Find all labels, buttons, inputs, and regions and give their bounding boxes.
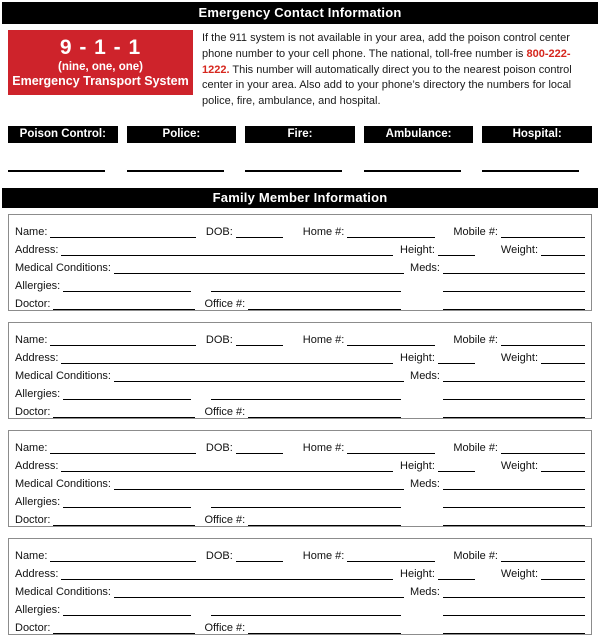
mobile-phone-blank-line bbox=[501, 332, 585, 346]
weight-label: Weight: bbox=[500, 459, 538, 472]
paragraph-text-after: This number will automatically direct you to the nearest poison control center in your area. Also add to your phone’s directory the numbers for local police, fire, ambulance, and hospital. bbox=[202, 63, 572, 108]
member-row-medical bbox=[15, 256, 585, 274]
medical-conditions-blank-line bbox=[114, 476, 404, 490]
office-phone-blank-line bbox=[248, 620, 401, 634]
allergies-label: Allergies: bbox=[15, 495, 61, 508]
contact-blank-line bbox=[8, 170, 105, 172]
meds-continued-blank-line bbox=[443, 494, 585, 508]
poison-control-paragraph bbox=[193, 30, 592, 110]
member-row-address bbox=[15, 454, 585, 472]
contact-column bbox=[482, 126, 592, 172]
medical-conditions-blank-line bbox=[114, 260, 404, 274]
allergies-continued-blank-line bbox=[211, 278, 401, 292]
medical-conditions-label: Medical Conditions: bbox=[15, 261, 111, 274]
address-label: Address: bbox=[15, 243, 59, 256]
address-label: Address: bbox=[15, 351, 59, 364]
office-phone-blank-line bbox=[248, 404, 401, 418]
home-phone-label: Home #: bbox=[302, 225, 345, 238]
paragraph-text-before: If the 911 system is not available in your area, add the poison control center phone number to your cell phone. The national, toll-free number is bbox=[202, 32, 570, 60]
office-phone-label: Office #: bbox=[204, 621, 246, 634]
allergies-continued-blank-line bbox=[211, 494, 401, 508]
height-blank-line bbox=[438, 458, 475, 472]
family-member-block bbox=[8, 214, 592, 311]
address-blank-line bbox=[61, 458, 393, 472]
member-row-medical bbox=[15, 364, 585, 382]
member-row-address bbox=[15, 562, 585, 580]
member-row-name bbox=[15, 436, 585, 454]
medical-conditions-label: Medical Conditions: bbox=[15, 477, 111, 490]
allergies-blank-line bbox=[63, 278, 191, 292]
member-row-allergies bbox=[15, 490, 585, 508]
emergency-transport-label: Emergency Transport System bbox=[12, 74, 189, 88]
medical-conditions-label: Medical Conditions: bbox=[15, 369, 111, 382]
address-blank-line bbox=[61, 350, 393, 364]
weight-blank-line bbox=[541, 566, 585, 580]
home-phone-blank-line bbox=[347, 224, 435, 238]
mobile-phone-blank-line bbox=[501, 440, 585, 454]
member-row-allergies bbox=[15, 598, 585, 616]
family-member-block bbox=[8, 430, 592, 527]
member-row-doctor bbox=[15, 508, 585, 526]
height-label: Height: bbox=[400, 567, 435, 580]
mobile-phone-label: Mobile #: bbox=[453, 549, 498, 562]
weight-blank-line bbox=[541, 458, 585, 472]
weight-label: Weight: bbox=[500, 567, 538, 580]
emergency-number-phonetic: (nine, one, one) bbox=[58, 61, 143, 73]
emergency-911-box bbox=[8, 30, 193, 95]
emergency-contacts-row bbox=[8, 126, 592, 172]
member-row-doctor bbox=[15, 400, 585, 418]
mobile-phone-label: Mobile #: bbox=[453, 225, 498, 238]
meds-label: Meds: bbox=[410, 369, 440, 382]
mobile-phone-label: Mobile #: bbox=[453, 333, 498, 346]
allergies-blank-line bbox=[63, 602, 191, 616]
meds-continued-blank-line bbox=[443, 602, 585, 616]
dob-blank-line bbox=[236, 548, 283, 562]
dob-label: DOB: bbox=[205, 441, 233, 454]
meds-continued-blank-line-2 bbox=[443, 404, 585, 418]
contact-column bbox=[127, 126, 237, 172]
address-label: Address: bbox=[15, 567, 59, 580]
member-row-allergies bbox=[15, 274, 585, 292]
dob-label: DOB: bbox=[205, 549, 233, 562]
contact-label-box: Fire: bbox=[245, 126, 355, 143]
name-blank-line bbox=[50, 332, 195, 346]
name-blank-line bbox=[50, 440, 195, 454]
member-row-medical bbox=[15, 472, 585, 490]
emergency-911-section bbox=[8, 30, 592, 110]
allergies-label: Allergies: bbox=[15, 279, 61, 292]
contact-label-box: Police: bbox=[127, 126, 237, 143]
meds-blank-line bbox=[443, 260, 585, 274]
meds-continued-blank-line-2 bbox=[443, 620, 585, 634]
height-blank-line bbox=[438, 566, 475, 580]
height-label: Height: bbox=[400, 459, 435, 472]
height-blank-line bbox=[438, 242, 475, 256]
height-blank-line bbox=[438, 350, 475, 364]
dob-blank-line bbox=[236, 224, 283, 238]
family-members bbox=[0, 214, 600, 635]
contact-column bbox=[364, 126, 474, 172]
weight-label: Weight: bbox=[500, 243, 538, 256]
name-blank-line bbox=[50, 548, 195, 562]
doctor-blank-line bbox=[53, 620, 195, 634]
dob-label: DOB: bbox=[205, 333, 233, 346]
contact-label-box: Poison Control: bbox=[8, 126, 118, 143]
emergency-number: 9 - 1 - 1 bbox=[59, 36, 142, 59]
meds-blank-line bbox=[443, 368, 585, 382]
office-phone-label: Office #: bbox=[204, 297, 246, 310]
member-row-name bbox=[15, 328, 585, 346]
doctor-blank-line bbox=[53, 404, 195, 418]
doctor-blank-line bbox=[53, 296, 195, 310]
meds-label: Meds: bbox=[410, 477, 440, 490]
address-blank-line bbox=[61, 566, 393, 580]
weight-blank-line bbox=[541, 350, 585, 364]
contact-label-box: Ambulance: bbox=[364, 126, 474, 143]
height-label: Height: bbox=[400, 243, 435, 256]
doctor-label: Doctor: bbox=[15, 405, 51, 418]
member-row-doctor bbox=[15, 616, 585, 634]
office-phone-label: Office #: bbox=[204, 513, 246, 526]
home-phone-blank-line bbox=[347, 548, 435, 562]
meds-label: Meds: bbox=[410, 261, 440, 274]
contact-column bbox=[8, 126, 118, 172]
mobile-phone-label: Mobile #: bbox=[453, 441, 498, 454]
page-title: Emergency Contact Information bbox=[2, 2, 598, 24]
family-member-block bbox=[8, 538, 592, 635]
family-member-block bbox=[8, 322, 592, 419]
meds-continued-blank-line-2 bbox=[443, 512, 585, 526]
family-section-title: Family Member Information bbox=[2, 188, 598, 208]
address-blank-line bbox=[61, 242, 393, 256]
mobile-phone-blank-line bbox=[501, 224, 585, 238]
home-phone-label: Home #: bbox=[302, 441, 345, 454]
height-label: Height: bbox=[400, 351, 435, 364]
doctor-blank-line bbox=[53, 512, 195, 526]
member-row-medical bbox=[15, 580, 585, 598]
home-phone-label: Home #: bbox=[302, 333, 345, 346]
member-row-address bbox=[15, 346, 585, 364]
home-phone-blank-line bbox=[347, 332, 435, 346]
meds-continued-blank-line bbox=[443, 278, 585, 292]
weight-label: Weight: bbox=[500, 351, 538, 364]
doctor-label: Doctor: bbox=[15, 297, 51, 310]
medical-conditions-label: Medical Conditions: bbox=[15, 585, 111, 598]
allergies-label: Allergies: bbox=[15, 603, 61, 616]
mobile-phone-blank-line bbox=[501, 548, 585, 562]
office-phone-blank-line bbox=[248, 296, 401, 310]
allergies-continued-blank-line bbox=[211, 386, 401, 400]
contact-blank-line bbox=[127, 170, 224, 172]
meds-continued-blank-line bbox=[443, 386, 585, 400]
dob-blank-line bbox=[236, 440, 283, 454]
contact-blank-line bbox=[482, 170, 579, 172]
meds-blank-line bbox=[443, 584, 585, 598]
name-label: Name: bbox=[15, 333, 48, 346]
medical-conditions-blank-line bbox=[114, 584, 404, 598]
poison-control-phone-number: 800-222-1222. bbox=[202, 47, 571, 76]
name-label: Name: bbox=[15, 549, 48, 562]
member-row-name bbox=[15, 544, 585, 562]
allergies-blank-line bbox=[63, 494, 191, 508]
allergies-label: Allergies: bbox=[15, 387, 61, 400]
office-phone-label: Office #: bbox=[204, 405, 246, 418]
member-row-doctor bbox=[15, 292, 585, 310]
name-label: Name: bbox=[15, 441, 48, 454]
doctor-label: Doctor: bbox=[15, 621, 51, 634]
contact-blank-line bbox=[245, 170, 342, 172]
allergies-blank-line bbox=[63, 386, 191, 400]
home-phone-blank-line bbox=[347, 440, 435, 454]
contact-column bbox=[245, 126, 355, 172]
meds-continued-blank-line-2 bbox=[443, 296, 585, 310]
name-label: Name: bbox=[15, 225, 48, 238]
dob-label: DOB: bbox=[205, 225, 233, 238]
dob-blank-line bbox=[236, 332, 283, 346]
meds-label: Meds: bbox=[410, 585, 440, 598]
home-phone-label: Home #: bbox=[302, 549, 345, 562]
meds-blank-line bbox=[443, 476, 585, 490]
weight-blank-line bbox=[541, 242, 585, 256]
medical-conditions-blank-line bbox=[114, 368, 404, 382]
member-row-address bbox=[15, 238, 585, 256]
member-row-name bbox=[15, 220, 585, 238]
contact-blank-line bbox=[364, 170, 461, 172]
contact-label-box: Hospital: bbox=[482, 126, 592, 143]
member-row-allergies bbox=[15, 382, 585, 400]
name-blank-line bbox=[50, 224, 195, 238]
office-phone-blank-line bbox=[248, 512, 401, 526]
allergies-continued-blank-line bbox=[211, 602, 401, 616]
address-label: Address: bbox=[15, 459, 59, 472]
doctor-label: Doctor: bbox=[15, 513, 51, 526]
